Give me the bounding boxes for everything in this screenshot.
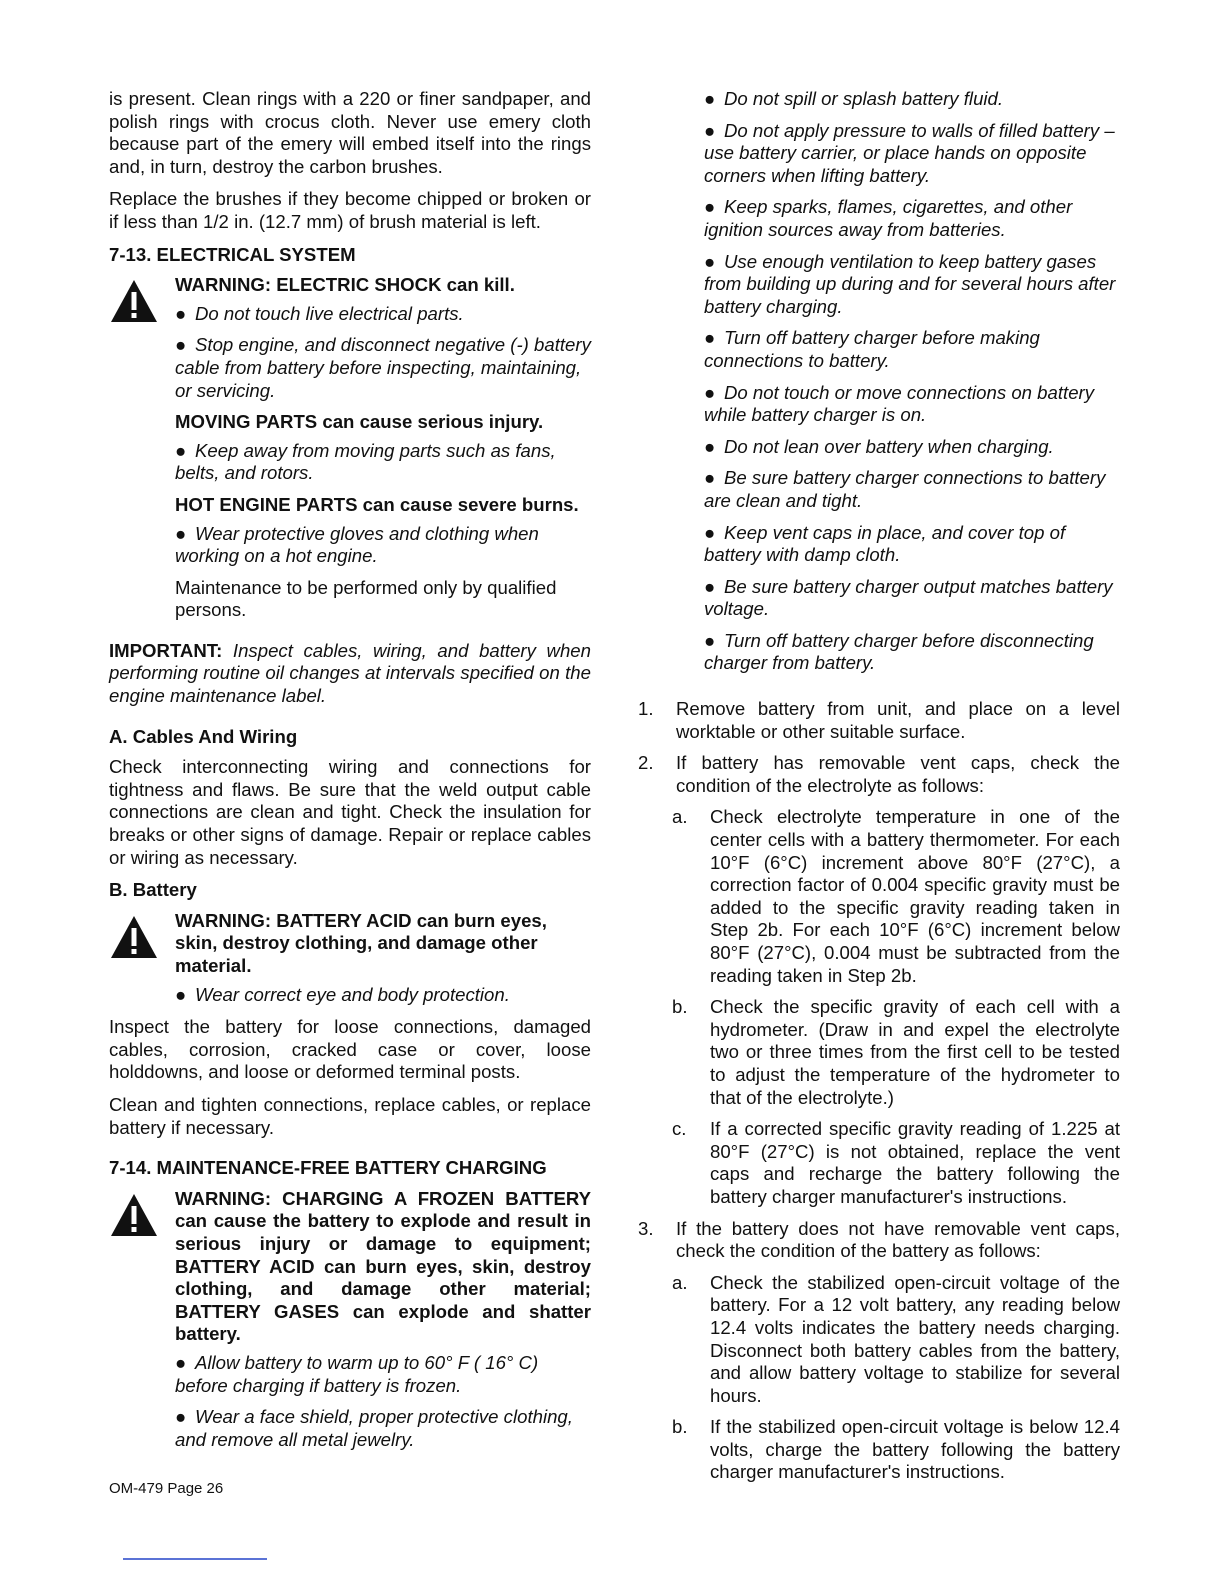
page-footer: OM-479 Page 26 xyxy=(109,1480,224,1497)
paragraph-cables: Check interconnecting wiring and connections for tightness and flaws. Be sure that the weld output cable connections are clean and tight. Check the insulation for breaks or other signs of damage. Repair or replace cables or wiring as necessary. xyxy=(109,756,591,868)
safety-bullet: ● Keep vent caps in place, and cover top of battery with damp cloth. xyxy=(704,521,1066,566)
right-column xyxy=(638,88,1120,1493)
important-note: IMPORTANT: Inspect cables, wiring, and battery when performing routine oil changes at intervals specified on the engine maintenance label. xyxy=(109,639,591,707)
safety-bullet: ● Do not apply pressure to walls of filled battery – use battery carrier, or place hands on opposite corners when lifting battery. xyxy=(704,119,1115,186)
warning-bullet: ● Stop engine, and disconnect negative (-) battery cable from battery before inspecting, maintaining, or servicing. xyxy=(175,334,591,401)
section-heading-7-14: 7-14. MAINTENANCE-FREE BATTERY CHARGING xyxy=(109,1157,547,1179)
section-heading-7-13: 7-13. ELECTRICAL SYSTEM xyxy=(109,243,356,265)
warning-title: WARNING: CHARGING A FROZEN BATTERY can cause the battery to explode and result in serious injury or damage to equipment; BATTERY ACID can burn eyes, skin, destroy clothing, and damage other material; BATTERY GASES can explode and shatter battery. xyxy=(175,1187,591,1345)
warning-triangle-icon xyxy=(109,914,159,960)
step-3b: b. If the stabilized open-circuit voltage is below 12.4 volts, charge the battery following the battery charger manufacturer's instructions. xyxy=(672,1416,1120,1483)
paragraph-brushes: Replace the brushes if they become chipped or broken or if less than 1/2 in. (12.7 mm) of brush material is left. xyxy=(109,188,591,232)
safety-bullet: ● Be sure battery charger output matches battery voltage. xyxy=(704,575,1113,620)
step-2: 2. If battery has removable vent caps, check the condition of the electrolyte as follows: xyxy=(638,752,1120,796)
step-3: 3. If the battery does not have removable vent caps, check the condition of the battery as follows: xyxy=(638,1217,1120,1262)
paragraph-inspect-battery: Inspect the battery for loose connections, damaged cables, corrosion, cracked case or cover, loose holddowns, and loose or deformed terminal posts. xyxy=(109,1016,591,1083)
divider-line xyxy=(123,1558,267,1560)
step-2c: c. If a corrected specific gravity reading of 1.225 at 80°F (27°C) is not obtained, replace the vent caps and recharge the battery following the battery charger manufacturer's instructions. xyxy=(672,1118,1120,1207)
step-1: 1. Remove battery from unit, and place on a level worktable or other suitable surface. xyxy=(638,698,1120,742)
warning-triangle-icon xyxy=(109,278,159,324)
warning-bullet: ● Do not touch live electrical parts. xyxy=(175,302,464,324)
warning-bullet: ● Allow battery to warm up to 60° F ( 16° C) before charging if battery is frozen. xyxy=(175,1351,539,1396)
warning-bullet: ● Wear correct eye and body protection. xyxy=(175,983,510,1005)
warning-frozen-battery xyxy=(109,1188,591,1452)
safety-bullet: ● Use enough ventilation to keep battery gases from building up during and for several hours after battery charging. xyxy=(704,250,1116,317)
step-2b: b. Check the specific gravity of each cell with a hydrometer. (Draw in and expel the electrolyte two or three times from the first cell to be tested to adjust the temperature of the hydrometer to that of the electrolyte.) xyxy=(672,996,1120,1108)
safety-bullet: ● Do not touch or move connections on battery while battery charger is on. xyxy=(704,381,1095,426)
step-2a: a. Check electrolyte temperature in one of the center cells with a battery thermometer. For each 10°F (6°C) increment above 80°F (27°C), a correction factor of 0.004 specific gravity must be added to the specific gravity reading taken in Step 2b. For each 10°F (6°C) increment below 80°F (27°C), 0.004 must be subtracted from the reading taken in Step 2b. xyxy=(672,806,1120,986)
warning-electric-shock xyxy=(109,274,591,622)
left-column xyxy=(109,88,591,1461)
paragraph-clean-connections: Clean and tighten connections, replace cables, or replace battery if necessary. xyxy=(109,1093,591,1138)
warning-title: WARNING: ELECTRIC SHOCK can kill. xyxy=(175,274,515,296)
warning-bullet: ● Wear protective gloves and clothing when working on a hot engine. xyxy=(175,522,539,567)
warning-bullet: ● Wear a face shield, proper protective clothing, and remove all metal jewelry. xyxy=(175,1406,573,1450)
battery-safety-bullets xyxy=(638,88,1120,675)
subheading-cables: A. Cables And Wiring xyxy=(109,725,298,747)
maintenance-note: Maintenance to be performed only by qualified persons. xyxy=(175,576,557,621)
step-3a: a. Check the stabilized open-circuit voltage of the battery. For a 12 volt battery, any reading below 12.4 volts indicates the battery needs charging. Disconnect both battery cables from the battery, and allow battery voltage to stabilize for several hours. xyxy=(672,1271,1120,1406)
safety-bullet: ● Turn off battery charger before making connections to battery. xyxy=(704,327,1040,371)
warning-triangle-icon xyxy=(109,1192,159,1238)
hot-engine-title: HOT ENGINE PARTS can cause severe burns. xyxy=(175,493,579,515)
safety-bullet: ● Be sure battery charger connections to battery are clean and tight. xyxy=(704,467,1106,511)
safety-bullet: ● Do not lean over battery when charging. xyxy=(704,435,1054,457)
warning-title: WARNING: BATTERY ACID can burn eyes, skin, destroy clothing, and damage other material. xyxy=(175,909,547,976)
warning-battery-acid xyxy=(109,910,591,1006)
moving-parts-title: MOVING PARTS can cause serious injury. xyxy=(175,411,544,433)
safety-bullet: ● Turn off battery charger before disconnecting charger from battery. xyxy=(704,629,1094,674)
subheading-battery: B. Battery xyxy=(109,879,197,901)
safety-bullet: ● Do not spill or splash battery fluid. xyxy=(704,88,1004,109)
safety-bullet: ● Keep sparks, flames, cigarettes, and other ignition sources away from batteries. xyxy=(704,196,1073,240)
warning-bullet: ● Keep away from moving parts such as fans, belts, and rotors. xyxy=(175,439,556,484)
paragraph-rings: is present. Clean rings with a 220 or finer sandpaper, and polish rings with crocus cloth. Never use emery cloth because part of the emery will embed itself into the rings and, in turn, destroy the carbon brushes. xyxy=(109,88,591,177)
